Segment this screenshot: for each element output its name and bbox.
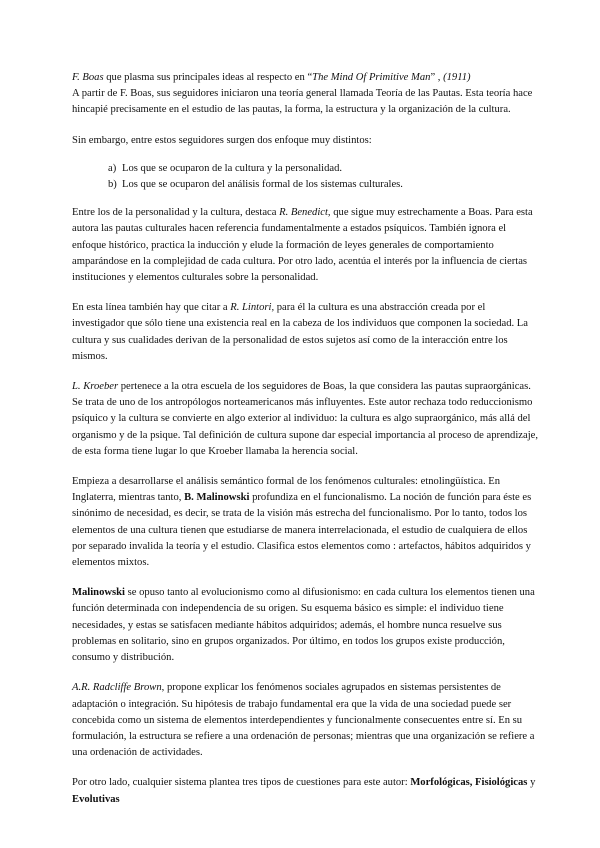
paragraph-two-approaches [72, 133, 540, 149]
author-name: F. Boas [72, 72, 104, 83]
paragraph-text: profundiza en el funcionalismo. La noción de función para éste es sinónimo de necesidad, es decir, se trata de la visión más estrecha del funcionalismo. Por lo tanto, todos los elementos de una cultura tienen que estudiarse de manera interrelacionada, el estudio de cualquiera de ellos por separado invalida la teoría y el estudio. Clasifica estos elementos como : artefactos, hábitos adquiridos y elementos mixtos. [72, 492, 532, 569]
paragraph-text: , propone explicar los fenómenos sociales agrupados en sistemas persistentes de adaptación o integración. Su hipótesis de trabajo fundamental era que la vida de una sociedad puede ser concebida como un sistema de elementos interdependientes y funcionalmente consecuentes entre sí. En su formulación, la estructura se refiere a una ordenación de personas; mientras que una organización se refiere a una ordenación de actividades. [72, 682, 535, 759]
author-name: Malinowski [72, 587, 125, 599]
paragraph-benedict [72, 205, 540, 286]
paragraph-boas-intro [72, 70, 540, 119]
bold-term: Evolutivas [72, 793, 120, 805]
paragraph-text: que sigue muy estrechamente a Boas. Para esta autora las pautas culturales hacen referencia fundamentalmente a estados psíquicos. También ignora el enfoque histórico, practica la inducción y elude la formación de leyes generales de comportamiento amparándose en la complejidad de cada cultura. Por otro lado, acentúa el interés por la influencia de ciertas instituciones y elementos culturales sobre la personalidad. [72, 207, 533, 284]
paragraph-text: se opuso tanto al evolucionismo como al difusionismo: en cada cultura los elementos tienen una función determinada con independencia de su origen. Su esquema básico es simple: el individuo tiene necesidades, y estas se satisfacen mediante hábitos adquiridos; además, el hombre nunca resuelve sus problemas en solitario, sino en grupos organizados. Por último, en todos los grupos existe producción, consumo y distribución. [72, 587, 535, 664]
paragraph-text: Entre los de la personalidad y la cultura, destaca [72, 207, 280, 219]
author-name: B. Malinowski [184, 492, 250, 504]
paragraph-text: para él la cultura es una abstracción creada por el investigador que sólo tiene una existencia real en la cabeza de los individuos que componen la sociedad. La cultura y sus cualidades derivan de la personalidad de estos sujetos así como de la interacción entre los mismos. [72, 302, 528, 362]
list-marker: a) [108, 162, 117, 174]
bold-term: Morfológicas, Fisiológicas [410, 777, 528, 789]
paragraph-text: A partir de F. Boas, sus seguidores iniciaron una teoría general llamada Teoría de las Pautas. Esta teoría hace hincapié precisamente en el estudio de las pautas, la forma, la estructura y la organización de la cultura. [72, 88, 533, 116]
paragraph-text: y [527, 777, 536, 789]
paragraph-text: Empieza a desarrollarse el análisis semántico formal de los fenómenos culturales: etnolingüística. En Inglaterra, mientras tanto, [72, 476, 501, 504]
approaches-list [72, 161, 540, 193]
author-name: L. Kroeber [72, 381, 119, 393]
author-name: R. Lintori, [230, 302, 275, 314]
author-name: A.R. Radcliffe Brown [72, 682, 162, 694]
paragraph-text: Sin embargo, entre estos seguidores surgen dos enfoque muy distintos: [72, 134, 372, 146]
book-title: The Mind Of Primitive Man [312, 72, 431, 83]
paragraph-malinowski-diffusionism [72, 585, 540, 666]
list-item [108, 161, 540, 177]
paragraph-text: que plasma sus principales ideas al respecto en “ [103, 72, 313, 83]
paragraph-text: Por otro lado, cualquier sistema plantea tres tipos de cuestiones para este autor: [72, 777, 411, 789]
list-item [108, 177, 540, 193]
paragraph-question-types [72, 775, 540, 807]
paragraph-text: pertenece a la otra escuela de los seguidores de Boas, la que considera las pautas supraorgánicas. Se trata de uno de los antropólogos norteamericanos más influyentes. Este autor rechaza todo reduccionismo psíquico y la cultura se convierte en algo exterior al individuo: la cultura es algo supraorgánico, más allá del organismo y de la psique. Tal definición de cultura supone dar especial importancia al proceso de aprendizaje, de esta forma tiene lugar lo que Kroeber llamaba la herencia social. [72, 381, 539, 457]
list-marker: b) [108, 179, 117, 191]
publication-year: (1911) [443, 72, 471, 83]
paragraph-lintori [72, 300, 540, 365]
paragraph-kroeber [72, 379, 540, 460]
paragraph-text: ” , [430, 72, 444, 83]
list-item-text: Los que se ocuparon de la cultura y la personalidad. [122, 162, 343, 174]
paragraph-text: En esta línea también hay que citar a [72, 302, 231, 314]
paragraph-malinowski-functionalism [72, 474, 540, 571]
paragraph-radcliffe-brown [72, 680, 540, 761]
author-name: R. Benedict, [279, 207, 331, 219]
list-item-text: Los que se ocuparon del análisis formal de los sistemas culturales. [122, 179, 403, 191]
